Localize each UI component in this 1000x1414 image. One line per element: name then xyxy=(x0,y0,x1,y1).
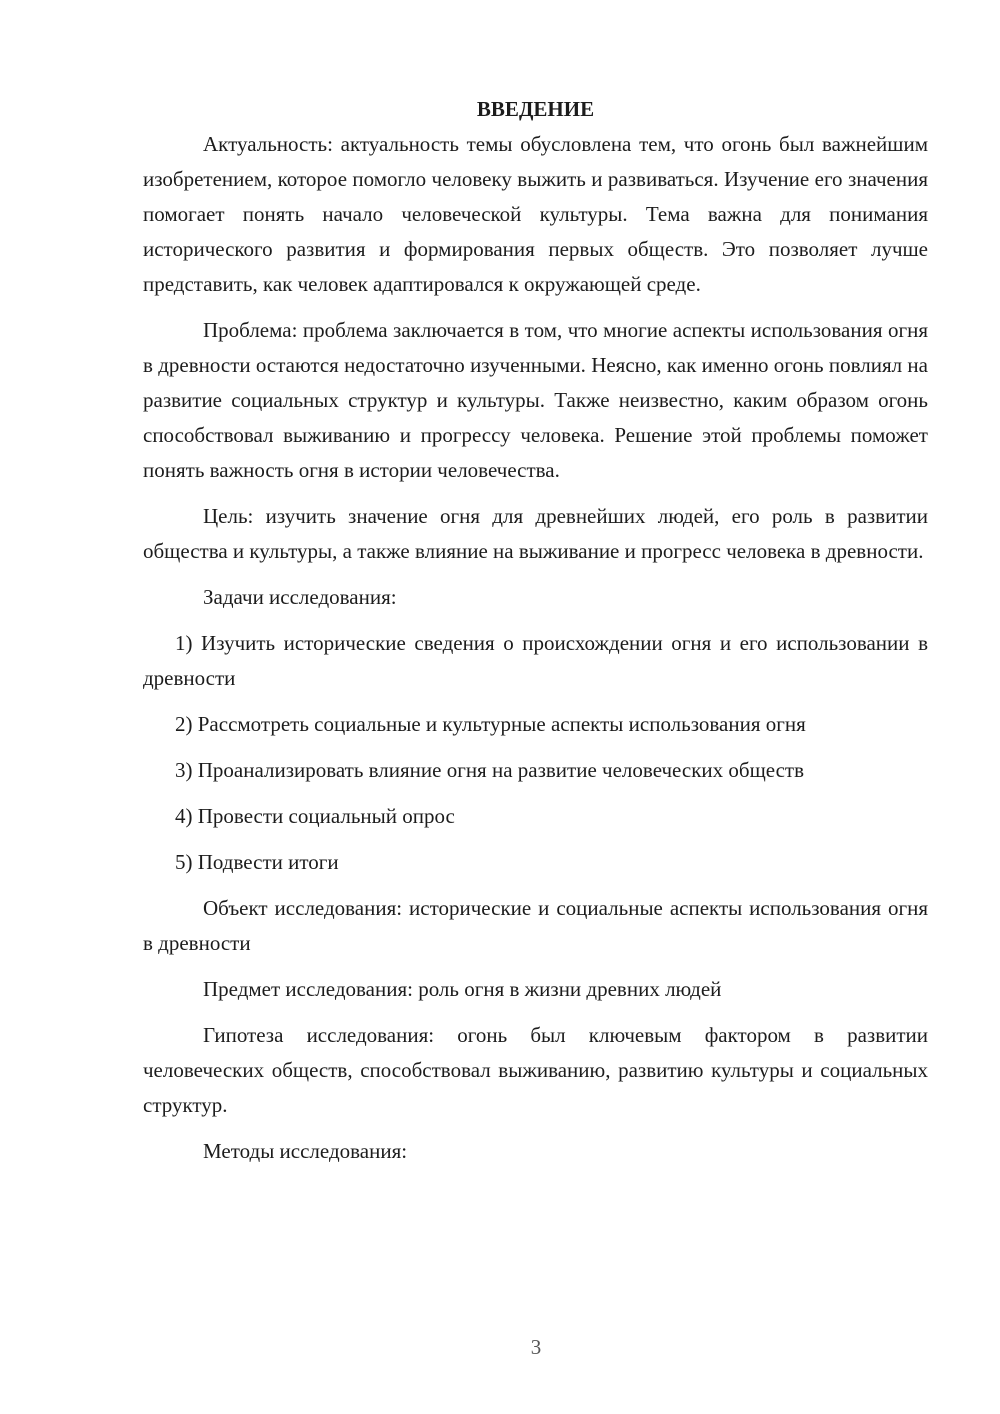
paragraph-problem: Проблема: проблема заключается в том, что многие аспекты использования огня в древности остаются недостаточно изученными. Неясно, как именно огонь повлиял на развитие социальных структур и культуры. Также неизвестно, каким образом огонь способствовал выживанию и прогрессу человека. Решение этой проблемы поможет понять важность огня в истории человечества. xyxy=(143,318,928,482)
page-content xyxy=(143,92,928,1169)
task-item-1: 1) Изучить исторические сведения о происхождении огня и его использовании в древности xyxy=(143,631,928,690)
task-item-5: 5) Подвести итоги xyxy=(175,850,339,874)
paragraph-methods-heading: Методы исследования: xyxy=(203,1139,408,1163)
paragraph-hypothesis: Гипотеза исследования: огонь был ключевым фактором в развитии человеческих обществ, способствовал выживанию, развитию культуры и социальных структур. xyxy=(143,1023,928,1117)
paragraph-subject: Предмет исследования: роль огня в жизни древних людей xyxy=(203,977,722,1001)
task-item-4: 4) Провести социальный опрос xyxy=(175,804,455,828)
paragraph-tasks-heading: Задачи исследования: xyxy=(203,585,397,609)
paragraph-relevance: Актуальность: актуальность темы обусловлена тем, что огонь был важнейшим изобретением, которое помогло человеку выжить и развиваться. Изучение его значения помогает понять начало человеческой культуры. Тема важна для понимания исторического развития и формирования первых обществ. Это позволяет лучше представить, как человек адаптировался к окружающей среде. xyxy=(143,132,928,296)
page-title: ВВЕДЕНИЕ xyxy=(476,97,595,121)
task-item-3: 3) Проанализировать влияние огня на развитие человеческих обществ xyxy=(175,758,805,782)
paragraph-object: Объект исследования: исторические и социальные аспекты использования огня в древности xyxy=(143,896,928,955)
task-item-2: 2) Рассмотреть социальные и культурные аспекты использования огня xyxy=(175,712,806,736)
paragraph-goal: Цель: изучить значение огня для древнейших людей, его роль в развитии общества и культуры, а также влияние на выживание и прогресс человека в древности. xyxy=(143,504,928,563)
page-number: 3 xyxy=(530,1335,542,1359)
